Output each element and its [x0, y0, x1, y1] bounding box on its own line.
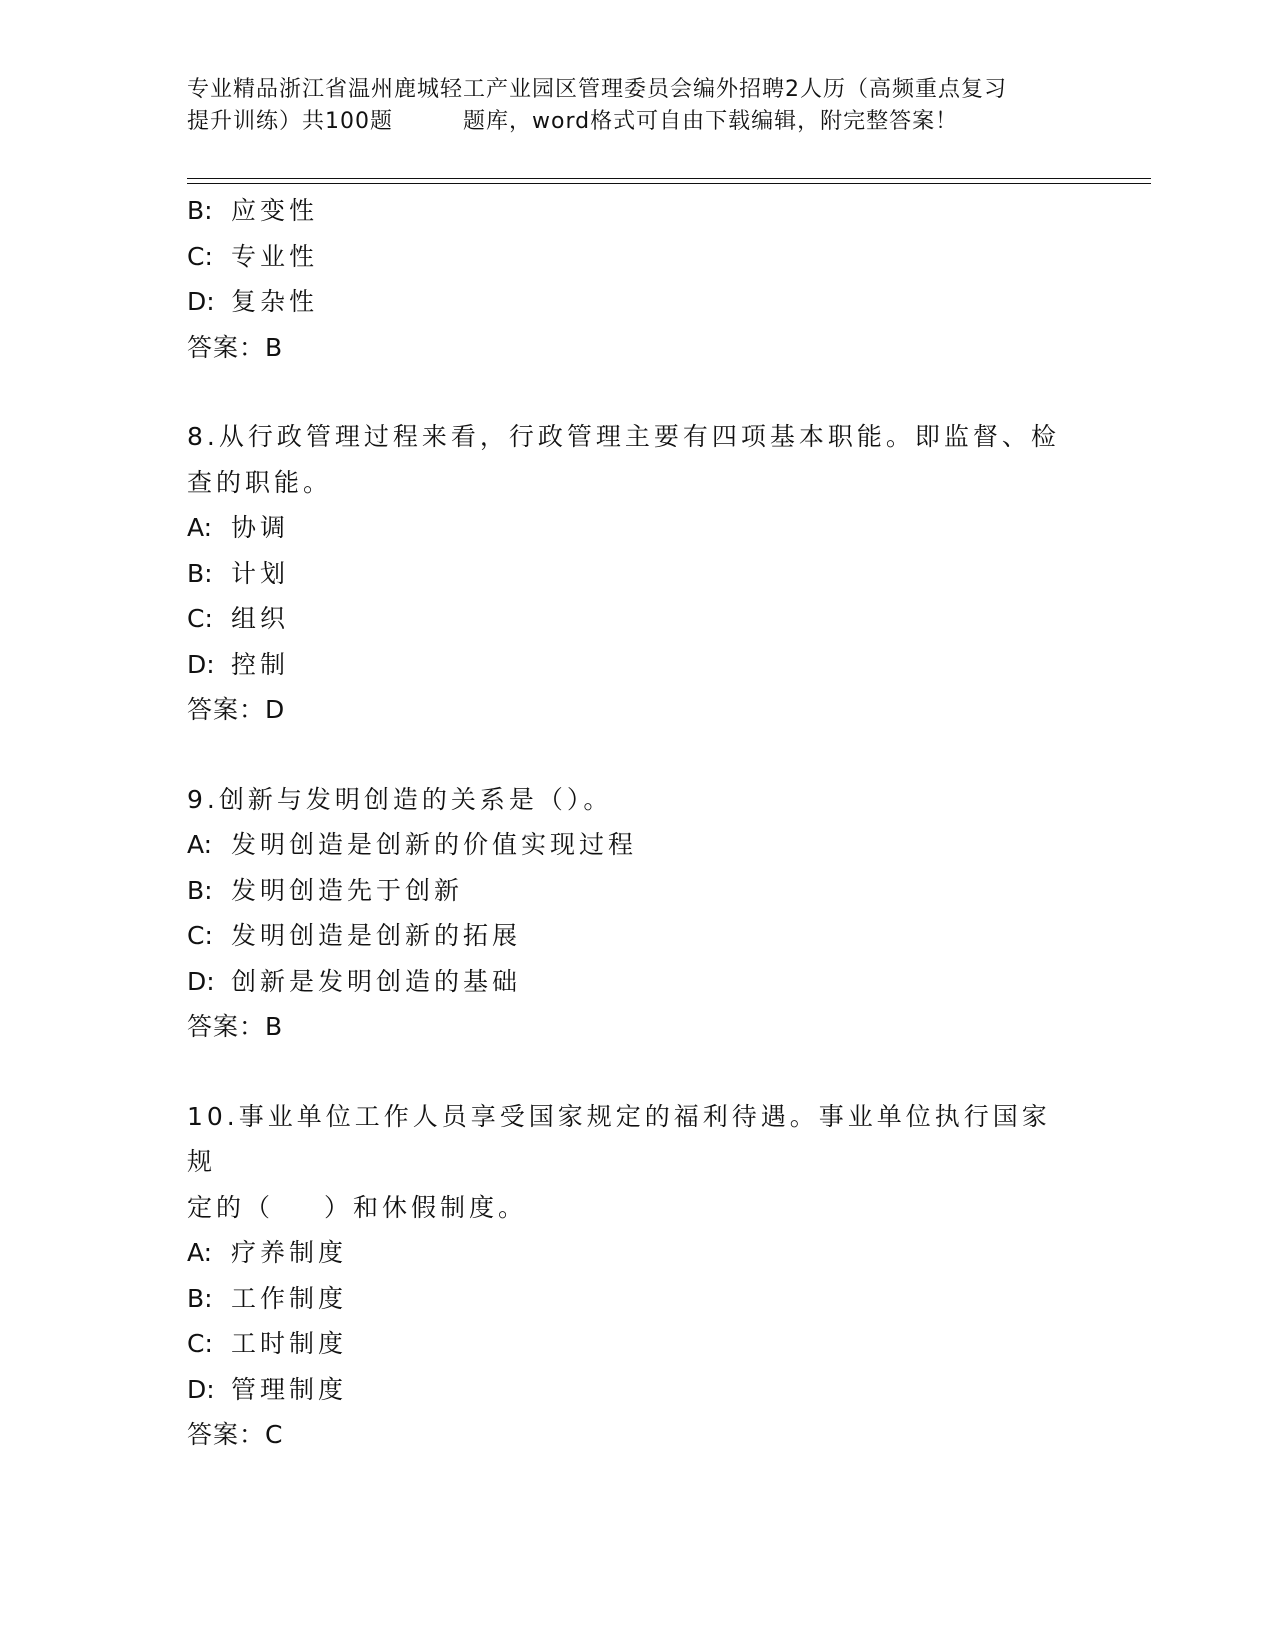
question-stem [187, 777, 1067, 823]
option-text: 疗养制度 [231, 1238, 348, 1267]
option-d [187, 1367, 1087, 1413]
option-key: C: [187, 241, 213, 271]
option-text: 应变性 [231, 196, 319, 225]
question-stem-line-2: 查的职能。 [187, 467, 333, 497]
question-stem-line-1: 9.创新与发明创造的关系是（）。 [187, 784, 613, 814]
option-text: 创新是发明创造的基础 [231, 966, 522, 996]
option-key: D: [187, 649, 215, 679]
document-header [187, 74, 1087, 138]
option-text: 复杂性 [231, 287, 319, 316]
option-d [187, 642, 1087, 688]
option-key: D: [187, 287, 215, 316]
option-text: 发明创造是创新的拓展 [231, 921, 522, 950]
answer-line: 答案：B [187, 1012, 284, 1041]
option-key: B: [187, 558, 213, 588]
question-block-9 [187, 777, 1087, 1050]
option-b [187, 551, 1087, 597]
option-key: B: [187, 1283, 213, 1313]
option-a [187, 1230, 1087, 1276]
option-text: 管理制度 [231, 1374, 348, 1404]
header-line-2 [187, 106, 1087, 138]
question-stem-line-2-part-a: 定的（ [187, 1192, 275, 1222]
option-text: 工时制度 [231, 1329, 348, 1358]
header-divider-bottom [187, 183, 1151, 184]
option-key: C: [187, 1329, 213, 1358]
option-d [187, 959, 1087, 1005]
option-c [187, 234, 1087, 280]
option-a [187, 822, 1087, 868]
option-key: A: [187, 1238, 213, 1267]
option-b [187, 1276, 1087, 1322]
option-c [187, 913, 1087, 959]
header-line-1: 专业精品浙江省温州鹿城轻工产业园区管理委员会编外招聘2人历（高频重点复习 [187, 77, 1007, 102]
question-stem-line-2-part-b: ）和休假制度。 [324, 1192, 528, 1222]
option-key: B: [187, 875, 213, 905]
option-text: 发明创造先于创新 [231, 875, 464, 905]
header-divider-top [187, 178, 1151, 179]
header-line-2-part-b: 题库，word格式可自由下载编辑，附完整答案！ [463, 109, 959, 134]
option-a [187, 505, 1087, 551]
option-text: 专业性 [231, 241, 319, 271]
question-block-10 [187, 1094, 1087, 1458]
option-key: D: [187, 1374, 215, 1404]
option-text: 控制 [231, 649, 290, 679]
option-key: C: [187, 921, 213, 950]
option-text: 组织 [231, 604, 290, 633]
option-b [187, 868, 1087, 914]
answer-line: 答案：C [187, 1420, 284, 1449]
option-b [187, 188, 1087, 234]
answer-line: 答案：B [187, 332, 284, 362]
option-text: 协调 [231, 513, 290, 542]
question-stem [187, 1094, 1067, 1231]
answer-line: 答案：D [187, 695, 286, 724]
option-c [187, 596, 1087, 642]
question-stem [187, 414, 1067, 505]
question-stem-line-2 [187, 1185, 1067, 1231]
question-stem-line-1: 8.从行政管理过程来看，行政管理主要有四项基本职能。即监督、检 [187, 422, 1060, 451]
option-c [187, 1321, 1087, 1367]
question-stem-line-1: 10.事业单位工作人员享受国家规定的福利待遇。事业单位执行国家规 [187, 1101, 1051, 1176]
question-list [187, 188, 1087, 1458]
option-key: C: [187, 604, 213, 633]
option-text: 工作制度 [231, 1283, 348, 1313]
option-text: 计划 [231, 558, 290, 588]
option-key: B: [187, 196, 213, 225]
option-text: 发明创造是创新的价值实现过程 [231, 830, 638, 859]
question-block-partial [187, 188, 1087, 370]
option-d [187, 279, 1087, 325]
question-block-8 [187, 414, 1087, 733]
option-key: D: [187, 966, 215, 996]
header-line-2-part-a: 提升训练）共100题 [187, 109, 393, 134]
option-key: A: [187, 830, 213, 859]
option-key: A: [187, 513, 213, 542]
